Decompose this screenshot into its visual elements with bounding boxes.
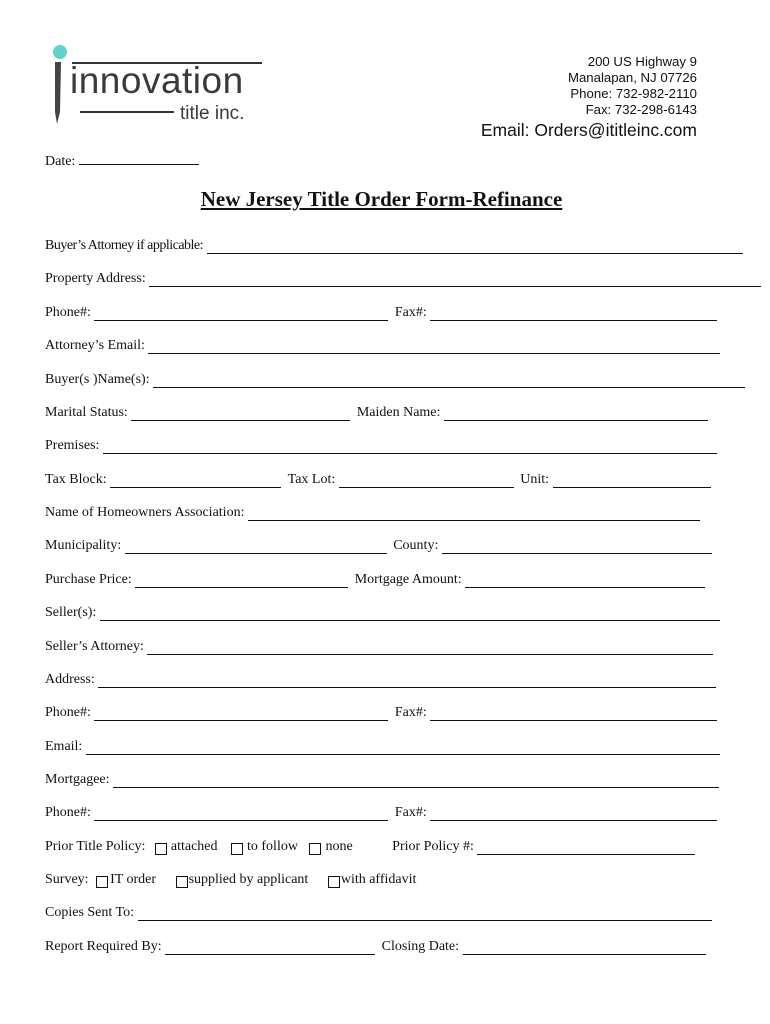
label-buyers-attorney: Buyer’s Attorney if applicable: [45, 238, 204, 253]
phone-field-3[interactable] [94, 806, 388, 821]
address-line-2: Manalapan, NJ 07726 [567, 70, 697, 85]
label-affidavit: with affidavit [340, 872, 417, 887]
municipality-field[interactable] [125, 539, 387, 554]
logo-wordmark: innovation [70, 60, 244, 101]
logo-subtitle: title inc. [180, 103, 245, 124]
attorney-email-field[interactable] [148, 339, 720, 354]
label-property-address: Property Address: [45, 271, 146, 286]
hoa-field[interactable] [248, 506, 700, 521]
label-it-order: IT order [110, 872, 157, 887]
label-report-required-by: Report Required By: [45, 939, 162, 954]
date-label: Date: [45, 154, 76, 169]
label-premises: Premises: [45, 438, 100, 453]
logo-dot [53, 45, 67, 59]
label-supplied: supplied by applicant [188, 872, 309, 887]
mortgage-amount-field[interactable] [465, 573, 705, 588]
row-address [45, 672, 770, 692]
row-attorney-email [45, 338, 770, 358]
row-municipality [45, 538, 770, 558]
label-fax-1: Fax#: [394, 305, 427, 320]
buyer-names-field[interactable] [153, 373, 745, 388]
label-email: Email: [45, 739, 83, 754]
checkbox-affidavit[interactable] [328, 872, 417, 888]
checkbox-to-follow[interactable] [231, 839, 298, 855]
label-phone-1: Phone#: [45, 305, 91, 320]
row-mortgagee [45, 772, 770, 792]
checkbox-icon [96, 876, 108, 888]
row-phone-1 [45, 305, 770, 325]
row-copies-sent-to [45, 905, 770, 925]
row-hoa [45, 505, 770, 525]
label-marital-status: Marital Status: [45, 405, 128, 420]
checkbox-it-order[interactable] [96, 872, 156, 888]
row-marital-status [45, 405, 770, 425]
row-email [45, 739, 770, 759]
label-purchase-price: Purchase Price: [45, 572, 132, 587]
label-phone-2: Phone#: [45, 705, 91, 720]
closing-date-field[interactable] [463, 940, 706, 955]
unit-field[interactable] [553, 473, 711, 488]
row-tax [45, 472, 770, 492]
row-buyers-attorney [45, 238, 770, 258]
checkbox-attached[interactable] [155, 839, 218, 855]
tax-lot-field[interactable] [339, 473, 514, 488]
label-fax-2: Fax#: [394, 705, 427, 720]
checkbox-icon [231, 843, 243, 855]
tax-block-field[interactable] [110, 473, 281, 488]
row-sellers [45, 605, 770, 625]
purchase-price-field[interactable] [135, 573, 348, 588]
checkbox-icon [155, 843, 167, 855]
company-fax: Fax: 732-298-6143 [585, 102, 697, 117]
marital-status-field[interactable] [131, 406, 350, 421]
sellers-attorney-field[interactable] [147, 640, 713, 655]
label-buyer-names: Buyer(s )Name(s): [45, 372, 150, 387]
fax-field-1[interactable] [430, 306, 717, 321]
phone-field-2[interactable] [94, 706, 388, 721]
label-attorney-email: Attorney’s Email: [45, 338, 145, 353]
prior-policy-num-field[interactable] [477, 840, 695, 855]
fax-field-3[interactable] [430, 806, 717, 821]
row-phone-2 [45, 705, 770, 725]
copies-sent-to-field[interactable] [138, 906, 712, 921]
checkbox-icon [176, 876, 188, 888]
row-phone-3 [45, 805, 770, 825]
email-field[interactable] [86, 740, 720, 755]
label-maiden-name: Maiden Name: [356, 405, 441, 420]
date-row [45, 150, 199, 170]
row-purchase-price [45, 572, 770, 592]
label-county: County: [393, 538, 439, 553]
county-field[interactable] [442, 539, 712, 554]
row-sellers-attorney [45, 639, 770, 659]
label-prior-policy-num: Prior Policy #: [392, 839, 474, 854]
checkbox-supplied[interactable] [176, 872, 309, 888]
label-prior-title-policy: Prior Title Policy: [45, 839, 146, 854]
row-report-required-by [45, 939, 770, 959]
label-phone-3: Phone#: [45, 805, 91, 820]
fax-field-2[interactable] [430, 706, 717, 721]
checkbox-icon [328, 876, 340, 888]
checkbox-none[interactable] [309, 839, 352, 855]
label-fax-3: Fax#: [394, 805, 427, 820]
label-hoa: Name of Homeowners Association: [45, 505, 245, 520]
logo-stem-icon [53, 62, 62, 124]
premises-field[interactable] [103, 439, 717, 454]
label-mortgage-amount: Mortgage Amount: [354, 572, 462, 587]
label-tax-block: Tax Block: [45, 472, 107, 487]
company-phone: Phone: 732-982-2110 [570, 86, 697, 101]
address-field[interactable] [98, 673, 716, 688]
label-sellers: Seller(s): [45, 605, 97, 620]
company-email: Email: Orders@ititleinc.com [480, 120, 697, 140]
row-buyer-names [45, 372, 770, 392]
date-field[interactable] [79, 150, 199, 165]
label-sellers-attorney: Seller’s Attorney: [45, 639, 144, 654]
maiden-name-field[interactable] [444, 406, 708, 421]
address-line-1: 200 US Highway 9 [587, 54, 697, 69]
label-tax-lot: Tax Lot: [287, 472, 336, 487]
sellers-field[interactable] [100, 606, 720, 621]
checkbox-icon [309, 843, 321, 855]
property-address-field[interactable] [149, 272, 761, 287]
logo-line-bottom [80, 111, 174, 113]
buyers-attorney-field[interactable] [207, 239, 743, 254]
form-title-row [0, 187, 770, 212]
label-address: Address: [45, 672, 95, 687]
row-premises [45, 438, 770, 458]
company-address [568, 54, 697, 118]
report-required-by-field[interactable] [165, 940, 375, 955]
label-mortgagee: Mortgagee: [45, 772, 110, 787]
row-prior-title-policy [45, 839, 770, 859]
company-logo [48, 42, 268, 132]
label-survey: Survey: [45, 872, 89, 887]
row-property-address [45, 271, 770, 291]
label-none: none [325, 839, 353, 854]
label-unit: Unit: [520, 472, 550, 487]
form-title: New Jersey Title Order Form-Refinance [200, 187, 563, 211]
row-survey [45, 872, 770, 892]
label-municipality: Municipality: [45, 538, 122, 553]
label-attached: attached [170, 839, 218, 854]
label-closing-date: Closing Date: [381, 939, 460, 954]
phone-field-1[interactable] [94, 306, 388, 321]
label-to-follow: to follow [247, 839, 298, 854]
label-copies-sent-to: Copies Sent To: [45, 905, 134, 920]
mortgagee-field[interactable] [113, 773, 719, 788]
